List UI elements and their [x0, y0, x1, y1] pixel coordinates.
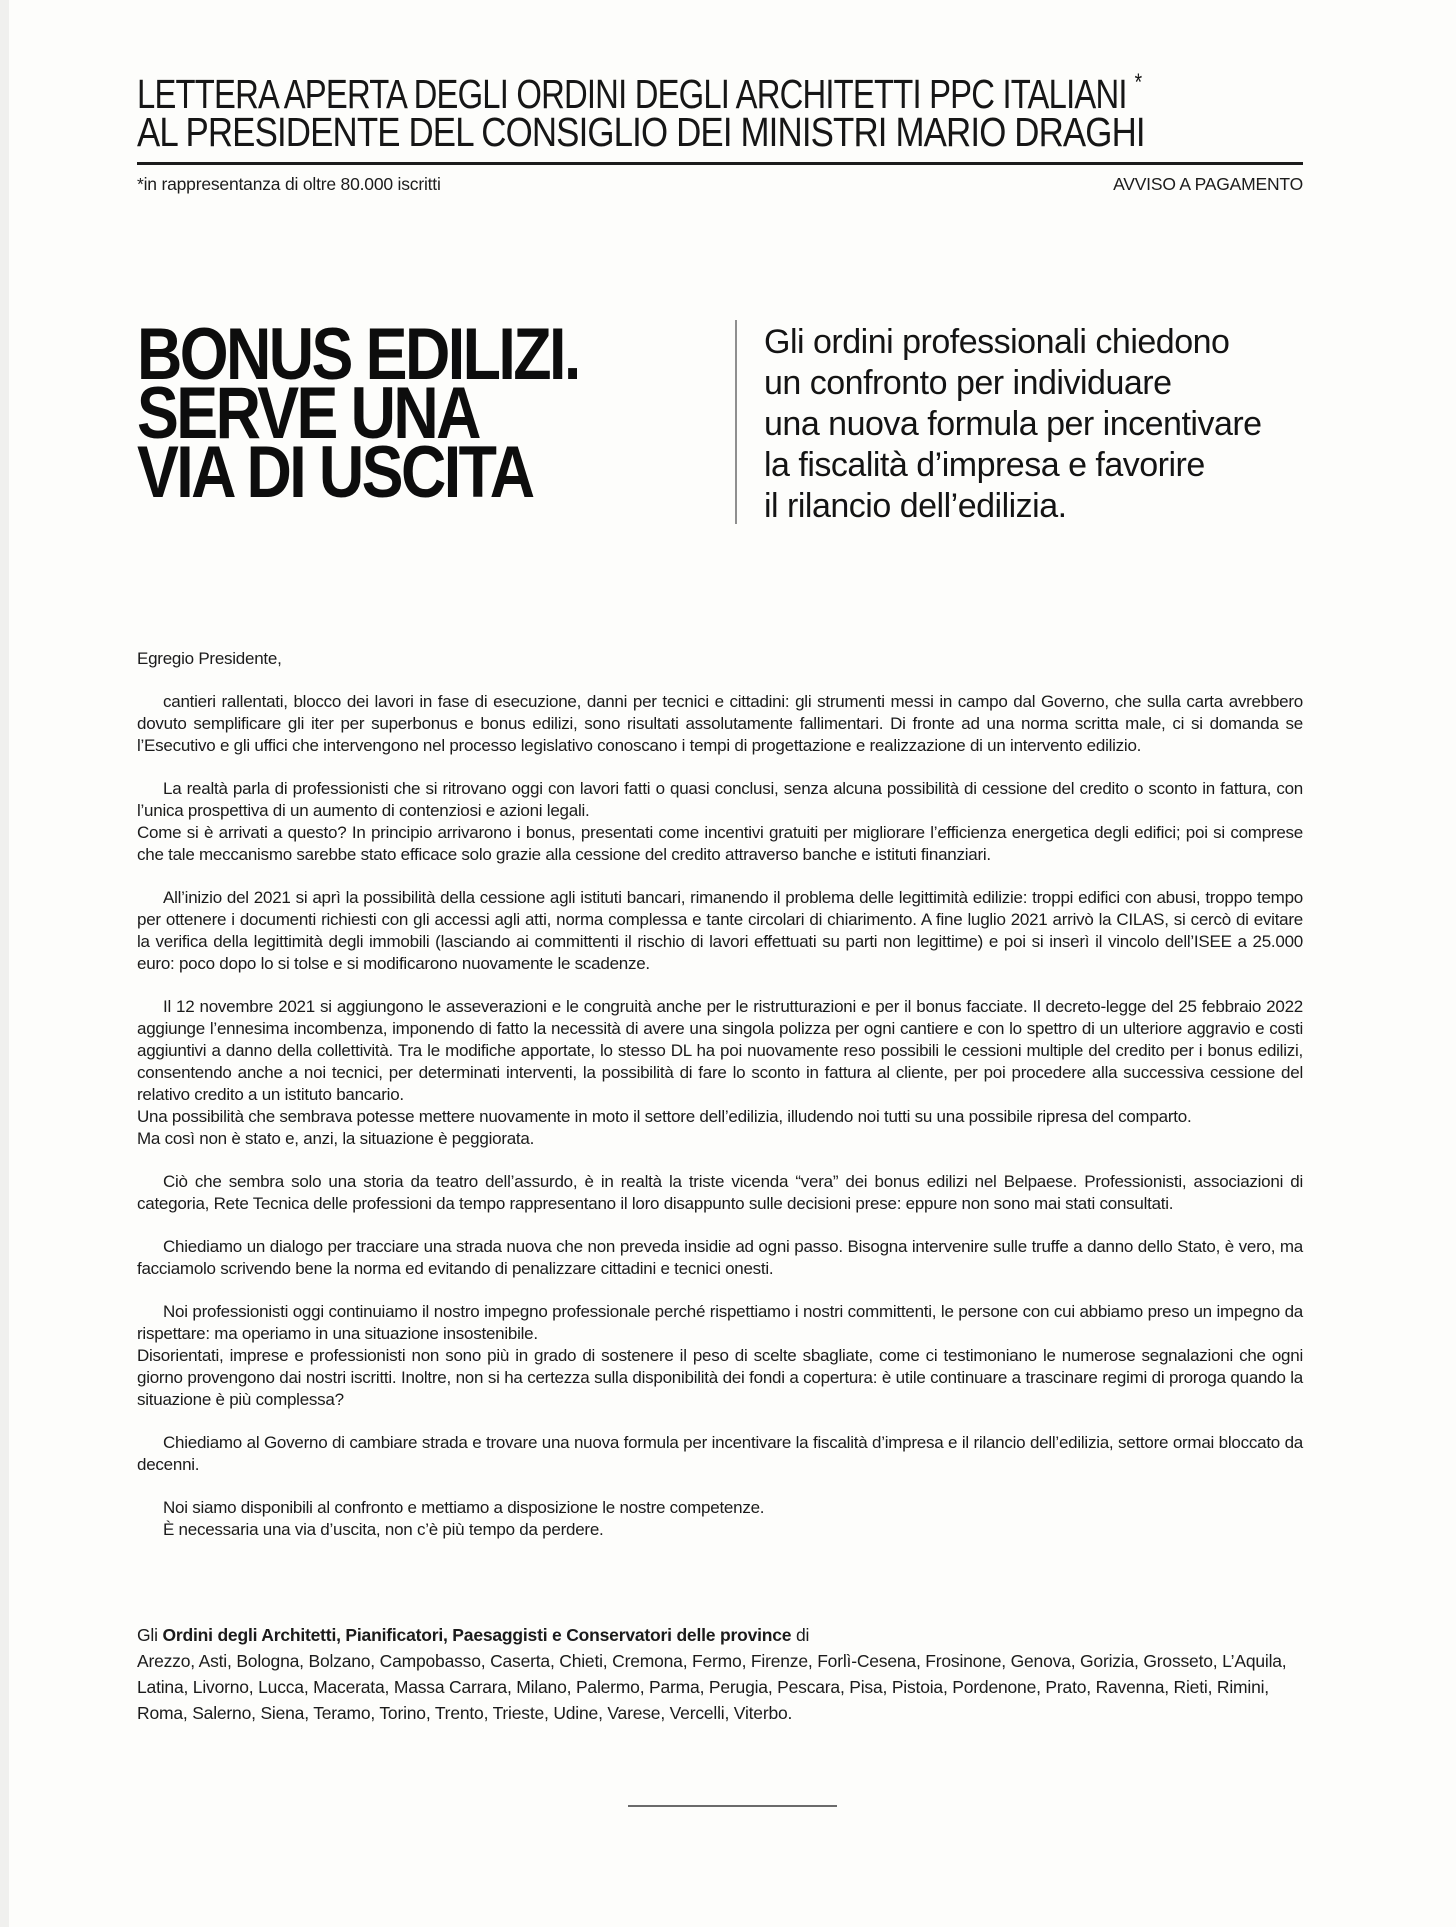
letter-paragraph: Disorientati, imprese e professionisti non sono più in grado di sostenere il peso di scelte sbagliate, come ci testimoniano le numerose segnalazioni che ogni giorno provengono dai nostri iscritti. Inoltre, non si ha certezza sulla disponibilità dei fondi a copertura: è utile continuare a trascinare regimi di proroga quando la situazione è più complessa? — [137, 1346, 1303, 1409]
letter-paragraph: Come si è arrivati a questo? In principio arrivarono i bonus, presentati come incentivi gratuiti per migliorare l’efficienza energetica degli edifici; poi si comprese che tale meccanismo sarebbe stato efficace solo grazie alla cessione del credito attraverso banche e istituti finanziari. — [137, 823, 1303, 864]
standfirst-line1: Gli ordini professionali chiedono — [764, 323, 1230, 361]
masthead-title-line2: AL PRESIDENTE DEL CONSIGLIO DEI MINISTRI MARIO DRAGHI — [137, 109, 1145, 155]
signature-intro-bold: Ordini degli Architetti, Pianificatori, Paesaggisti e Conservatori delle province — [162, 1625, 792, 1645]
signature-block — [137, 1622, 1303, 1726]
standfirst-line5: il rilancio dell’edilizia. — [764, 487, 1067, 525]
standfirst-line4: la fiscalità d’impresa e favorire — [764, 446, 1205, 484]
headline — [137, 314, 737, 513]
bottom-rule — [628, 1805, 837, 1807]
letter-body — [137, 648, 1303, 1541]
letter-paragraph: Chiediamo un dialogo per tracciare una strada nuova che non preveda insidie ad ogni passo. Bisogna intervenire sulle truffe a danno dello Stato, è vero, ma facciamolo scrivendo bene la norma ed evitando di penalizzare cittadini e tecnici onesti. — [137, 1237, 1303, 1278]
asterisk-mark: * — [1134, 69, 1143, 96]
letter-paragraph: Ma così non è stato e, anzi, la situazione è peggiorata. — [137, 1129, 535, 1148]
letter-paragraph: Noi professionisti oggi continuiamo il nostro impegno professionale perché rispettiamo i nostri committenti, le persone con cui abbiamo preso un impegno da rispettare: ma operiamo in una situazione insostenibile. — [137, 1302, 1303, 1343]
letter-paragraph: Ciò che sembra solo una storia da teatro dell’assurdo, è in realtà la triste vicenda “vera” dei bonus edilizi nel Belpaese. Professionisti, associazioni di categoria, Rete Tecnica delle professioni da tempo rappresentano il loro disappunto sulle decisioni prese: eppure non sono mai stati consultati. — [137, 1172, 1303, 1213]
signature-provinces: Arezzo, Asti, Bologna, Bolzano, Campobasso, Caserta, Chieti, Cremona, Fermo, Firenze, Forlì-Cesena, Frosinone, Genova, Gorizia, Grosseto, L’Aquila, Latina, Livorno, Lucca, Macerata, Massa Carrara, Milano, Palermo, Parma, Perugia, Pescara, Pisa, Pistoia, Pordenone, Prato, Ravenna, Rieti, Rimini, Roma, Salerno, Siena, Teramo, Torino, Trento, Trieste, Udine, Varese, Vercelli, Viterbo. — [137, 1651, 1287, 1723]
headline-line1: BONUS EDILIZI. — [137, 314, 579, 395]
letter-paragraph: cantieri rallentati, blocco dei lavori in fase di esecuzione, danni per tecnici e cittadini: gli strumenti messi in campo dal Governo, che sulla carta avrebbero dovuto semplificare gli iter per superbonus e bonus edilizi, sono risultati assolutamente fallimentari. Di fronte ad una norma scritta male, ci si domanda se l’Esecutivo e gli uffici che intervengono nel processo legislativo conoscano i tempi di progettazione e realizzazione di un intervento edilizio. — [137, 692, 1303, 755]
standfirst-line2: un confronto per individuare — [764, 364, 1172, 402]
headline-line2: SERVE UNA — [137, 373, 479, 454]
letter-paragraph: La realtà parla di professionisti che si ritrovano oggi con lavori fatti o quasi conclusi, senza alcuna possibilità di cessione del credito o sconto in fattura, con l’unica prospettiva di un aumento di contenziosi e azioni legali. — [137, 779, 1303, 820]
letter-paragraph: Una possibilità che sembrava potesse mettere nuovamente in moto il settore dell’edilizia, illudendo noi tutti su una possibile ripresa del comparto. — [137, 1107, 1192, 1126]
letter-paragraph: Il 12 novembre 2021 si aggiungono le asseverazioni e le congruità anche per le ristrutturazioni e per il bonus facciate. Il decreto-legge del 25 febbraio 2022 aggiunge l’ennesima incombenza, imponendo di fatto la necessità di avere una singola polizza per ogni cantiere e con lo spettro di un ulteriore aggravio e costi aggiuntivi a danno della collettività. Tra le modifiche apportate, lo stesso DL ha poi nuovamente reso possibili le cessioni multiple del credito per i bonus edilizi, consentendo anche a noi tecnici, per determinati interventi, la possibilità di fare lo sconto in fattura al cliente, per poi procedere alla successiva cessione del relativo credito a un istituto bancario. — [137, 997, 1303, 1104]
page-edge — [0, 0, 9, 1927]
signature-intro-prefix: Gli — [137, 1625, 163, 1645]
letter-paragraph: Noi siamo disponibili al confronto e mettiamo a disposizione le nostre competenze. — [163, 1498, 765, 1517]
note-representation: *in rappresentanza di oltre 80.000 iscritti — [137, 174, 441, 194]
letter-paragraph: È necessaria una via d’uscita, non c’è più tempo da perdere. — [163, 1520, 604, 1539]
masthead-title-line1 — [137, 64, 1143, 117]
signature-intro-suffix: di — [791, 1625, 810, 1645]
masthead-rule — [137, 162, 1303, 165]
masthead-notes — [137, 174, 1303, 195]
letter-paragraph: All’inizio del 2021 si aprì la possibilità della cessione agli istituti bancari, rimanendo il problema delle legittimità edilizie: troppi edifici con abusi, troppo tempo per ottenere i documenti richiesti con gli accessi agli atti, norma complessa e tante circolari di chiarimento. A fine luglio 2021 arrivò la CILAS, si cercò di evitare la verifica della legittimità degli immobili (lasciando ai committenti il rischio di lavori effettuati su parti non legittime) e poi si inserì il vincolo dell’ISEE a 25.000 euro: poco dopo lo si tolse e si modificarono nuovamente le scadenze. — [137, 888, 1303, 973]
note-paid-advert: AVVISO A PAGAMENTO — [1113, 174, 1303, 194]
headline-divider — [735, 320, 737, 524]
masthead — [137, 64, 1337, 155]
standfirst-line3: una nuova formula per incentivare — [764, 405, 1262, 443]
letter-salutation: Egregio Presidente, — [137, 649, 282, 668]
headline-line3: VIA DI USCITA — [137, 432, 533, 513]
standfirst — [764, 322, 1324, 527]
letter-paragraph: Chiediamo al Governo di cambiare strada e trovare una nuova formula per incentivare la fiscalità d’impresa e il rilancio dell’edilizia, settore ormai bloccato da decenni. — [137, 1433, 1303, 1474]
signature-intro — [137, 1622, 1303, 1648]
masthead-title-line1-text: LETTERA APERTA DEGLI ORDINI DEGLI ARCHITETTI PPC ITALIANI — [137, 71, 1127, 117]
